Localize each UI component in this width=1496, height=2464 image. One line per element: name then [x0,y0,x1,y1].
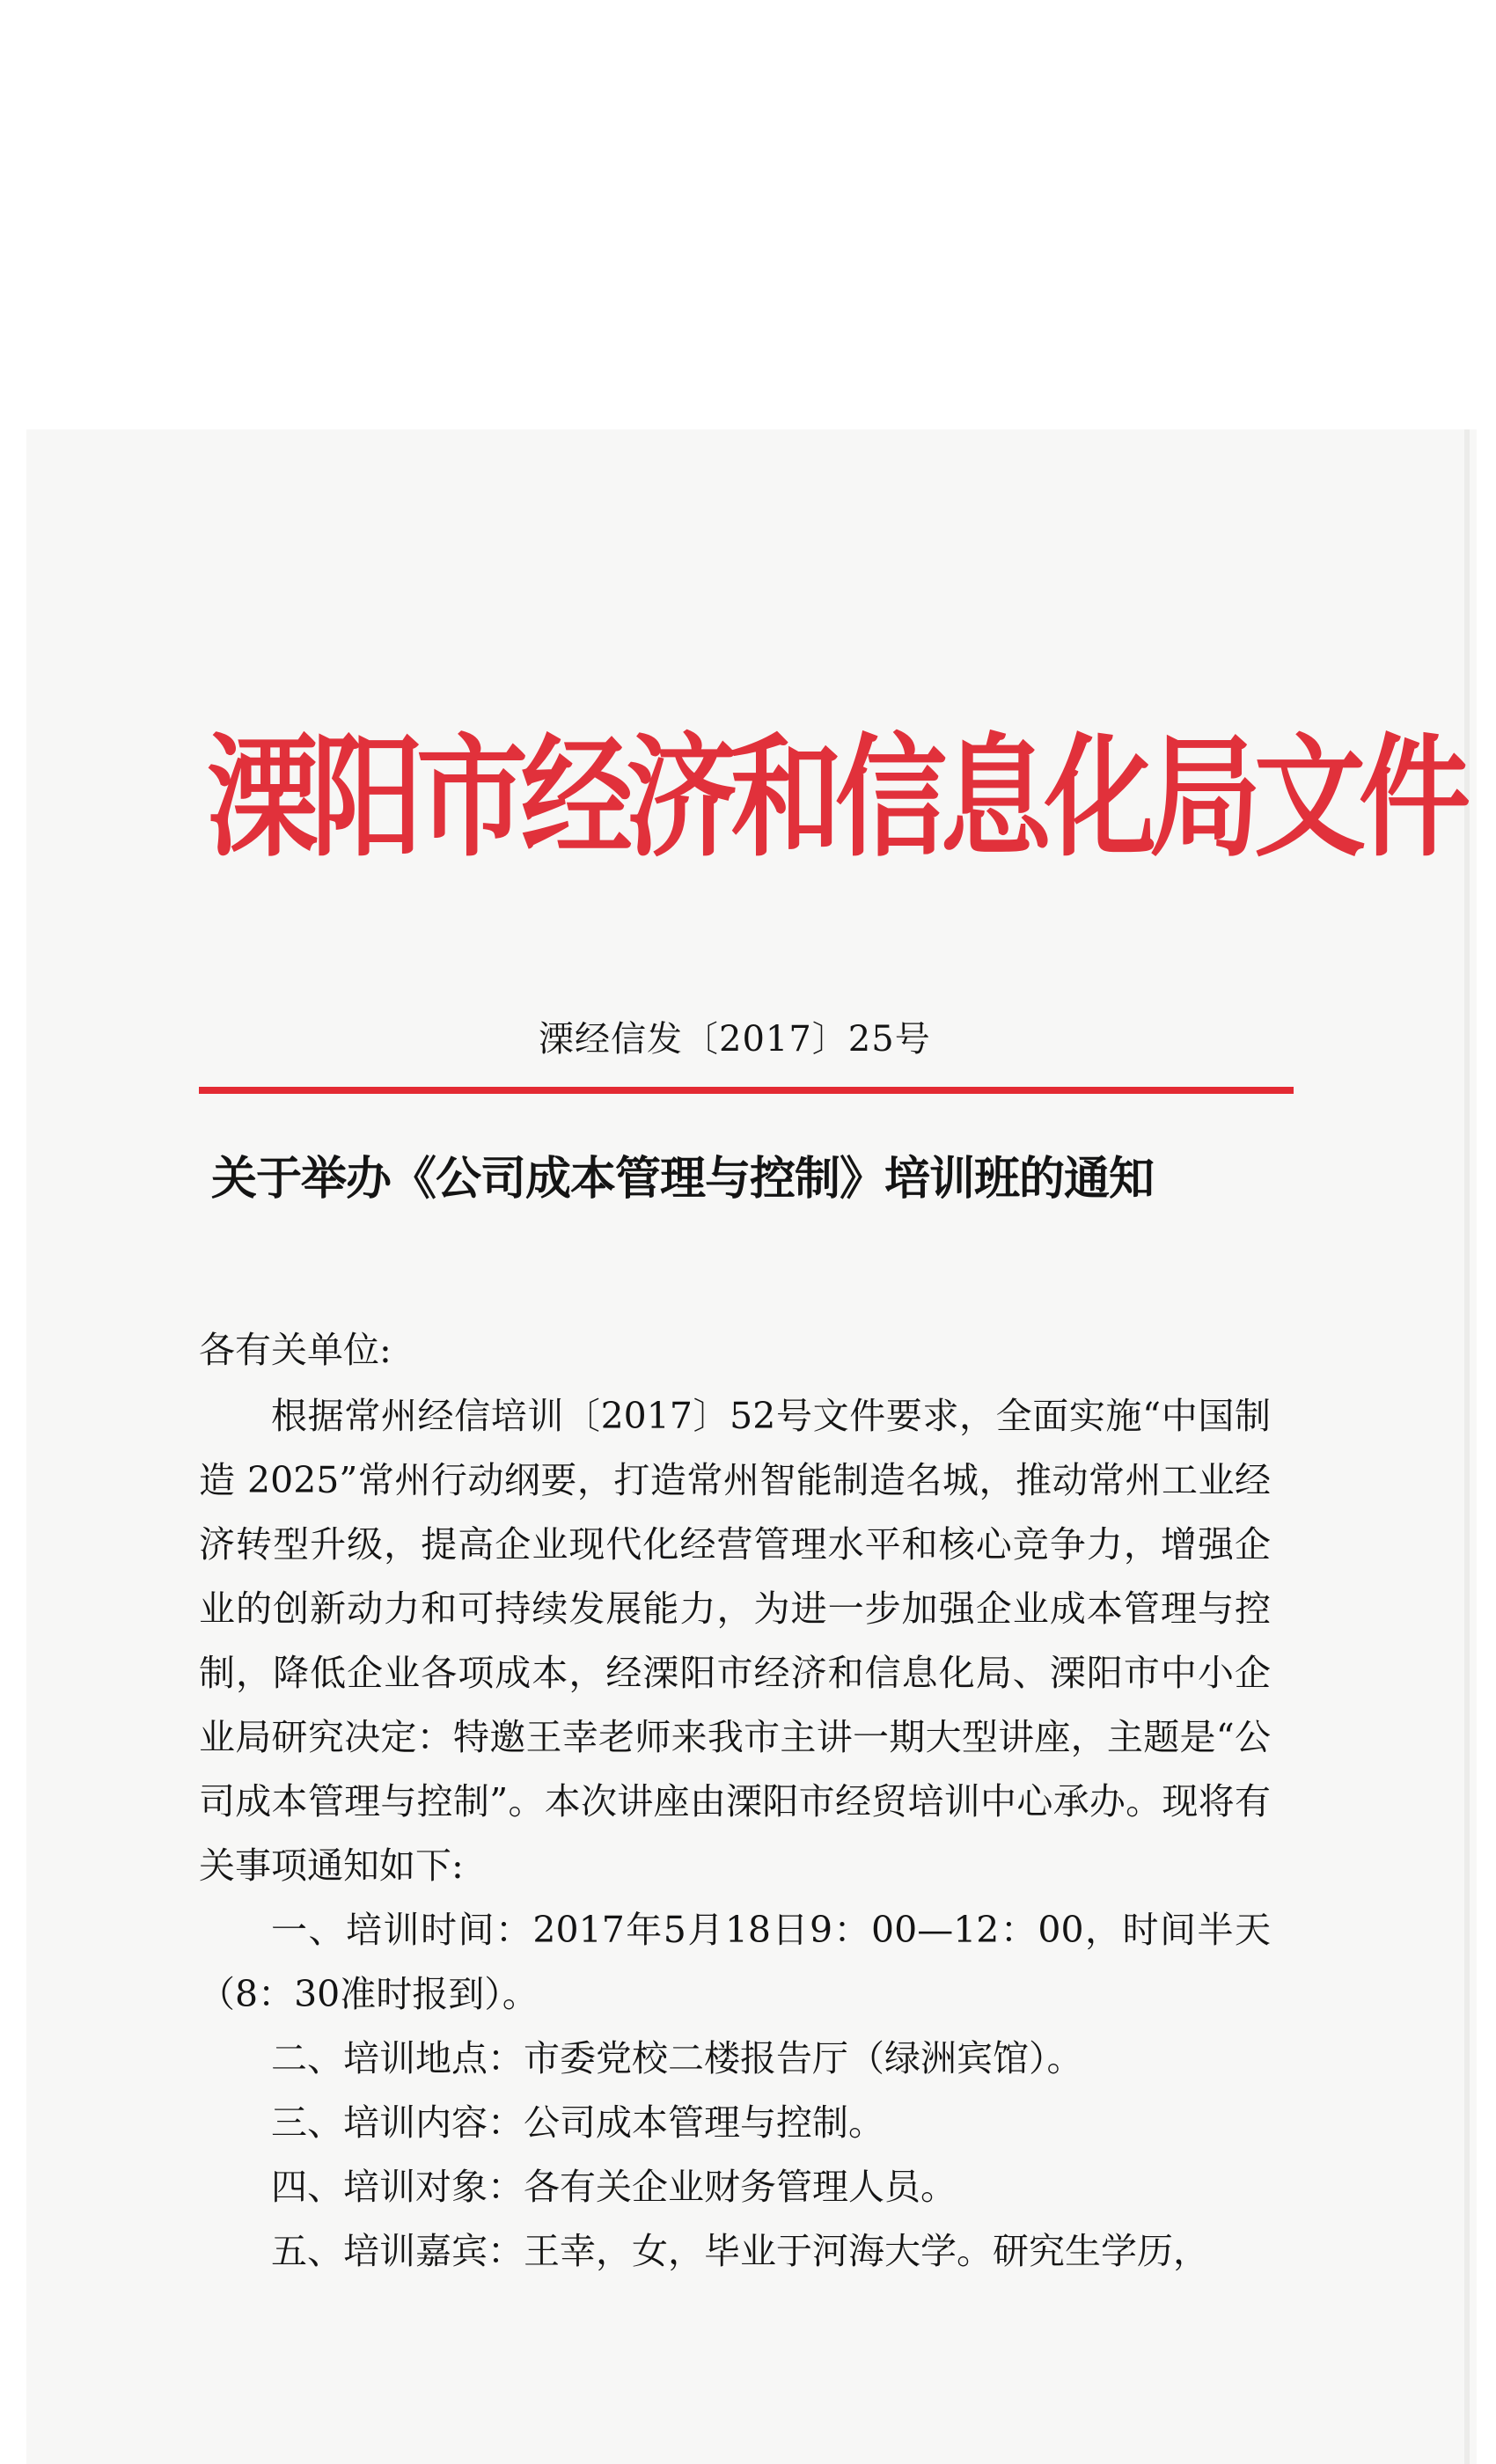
document-masthead: 溧阳市经济和信息化局文件 [207,721,1464,875]
body-item-training-audience: 四、培训对象：各有关企业财务管理人员。 [271,2166,957,2208]
salutation: 各有关单位: [199,1329,392,1371]
paper-edge [1464,429,1470,2464]
notice-title: 关于举办《公司成本管理与控制》培训班的通知 [211,1153,1155,1206]
document-number: 溧经信发〔2017〕25号 [539,1019,931,1060]
body-paragraph-intro: 根据常州经信培训〔2017〕52号文件要求，全面实施“中国制造 2025”常州行动纲要，打造常州智能制造名城，推动常州工业经济转型升级，提高企业现代化经营管理水平和核心竞争力，增强企业的创新动力和可持续发展能力，为进一步加强企业成本管理与控制，降低企业各项成本，经溧阳市经济和信息化局、溧阳市中小企业局研究决定：特邀王幸老师来我市主讲一期大型讲座，主题是“公司成本管理与控制”。本次讲座由溧阳市经贸培训中心承办。现将有关事项通知如下: [199,1395,1271,1887]
notice-body [199,1384,1271,2284]
red-separator-rule [199,1087,1294,1094]
body-item-training-guest: 五、培训嘉宾：王幸，女，毕业于河海大学。研究生学历， [271,2230,1209,2272]
body-item-training-location: 二、培训地点：市委党校二楼报告厅（绿洲宾馆）。 [271,2037,1083,2079]
body-item-training-content: 三、培训内容：公司成本管理与控制。 [271,2101,884,2144]
body-item-training-time: 一、培训时间：2017年5月18日9：00—12：00，时间半天（8：30准时报到）。 [199,1909,1271,2015]
